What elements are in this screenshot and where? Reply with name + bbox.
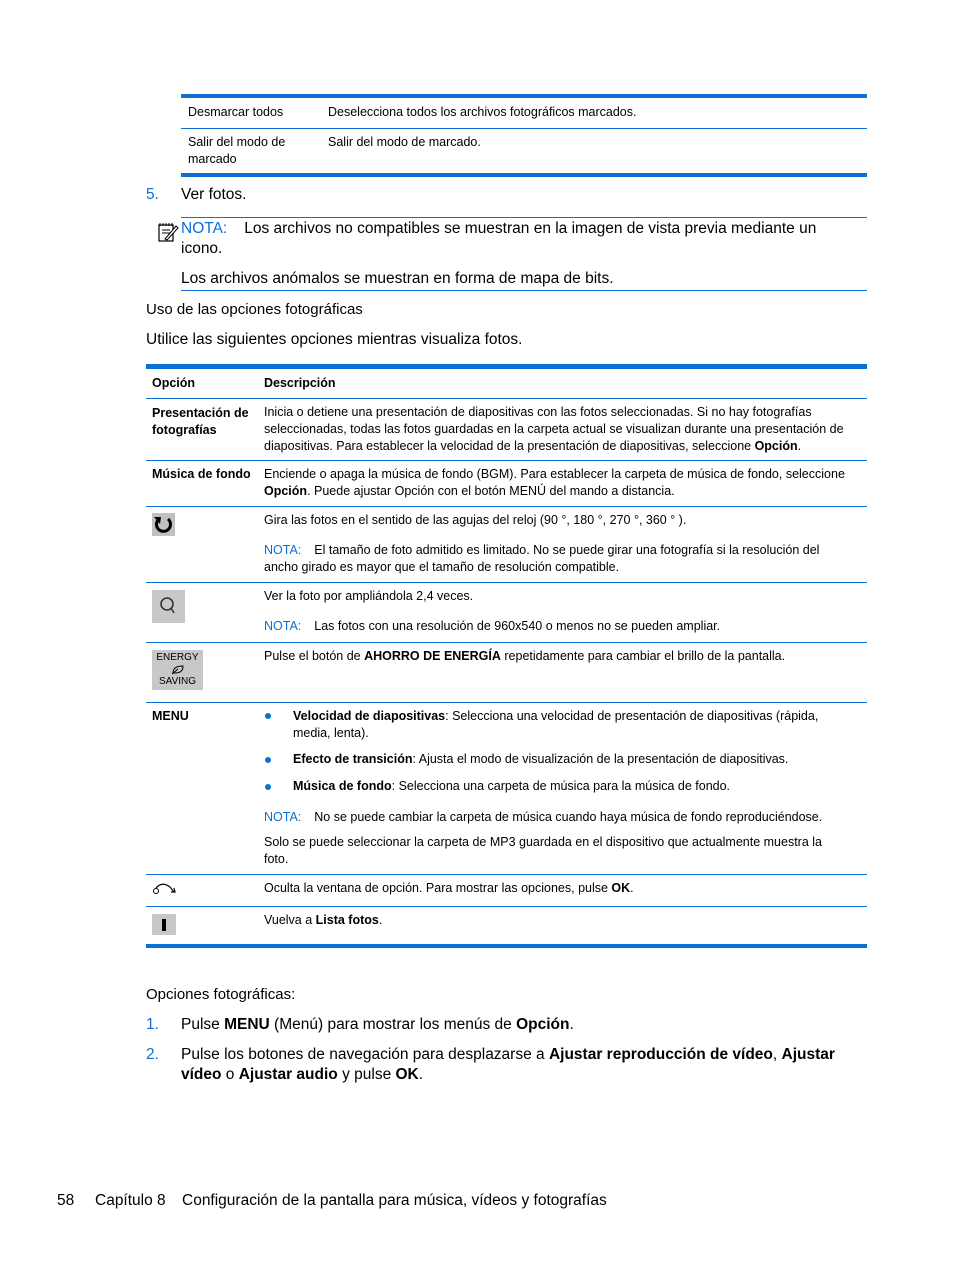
adjust-video-keyword-part1: Ajustar [781,1046,835,1063]
option-list-desc-end: . [378,913,383,927]
option-keyword: Opción [754,439,798,453]
step-1-text-c: (Menú) para mostrar los menús de [269,1016,517,1033]
menu-bullet-3 [293,778,730,795]
step-2-text-a: Pulse los botones de navegación para desplazarse a [181,1046,549,1063]
menu-extra [264,834,822,868]
row-divider-header [146,398,867,399]
energy-saving-icon-label-bottom: SAVING [158,676,197,687]
option-zoom-note-text: Las fotos con una resolución de 960x540 o menos no se pueden ampliar. [314,619,721,633]
note-1-bottom-rule [181,290,867,291]
row-divider-rotate [146,582,867,583]
note-1-text: Los archivos no compatibles se muestran en la imagen de vista previa mediante un [244,220,817,237]
step-5-number: 5. [146,186,159,203]
step-1-text-e: . [569,1016,574,1033]
ok-keyword: OK [395,1066,419,1083]
leaf-icon [152,664,203,676]
step-2-text-j: . [418,1066,424,1083]
option-keyword: Opción [264,484,308,498]
row-divider-energy [146,702,867,703]
menu-bullet-3-text: : Selecciona una carpeta de música para la música de fondo. [391,779,731,793]
top-table-desc-1: Deselecciona todos los archivos fotográficos marcados. [328,105,637,119]
bullet-icon [265,713,271,719]
col-header-option: Opción [152,376,196,390]
rotate-icon [152,513,175,536]
zoom-icon [152,590,185,623]
top-table-desc-2: Salir del modo de marcado. [328,135,481,149]
bullet-icon [265,757,271,763]
option-music-desc-line2: . Puede ajustar Opción con el botón MENÚ del mando a distancia. [307,484,675,498]
menu-bullet-1-title: Velocidad de diapositivas [293,709,446,723]
adjust-video-playback-keyword: Ajustar reproducción de vídeo [548,1046,773,1063]
option-hide-desc-end: . [630,881,634,895]
menu-bullet-3-title: Música de fondo [293,779,392,793]
adjust-audio-keyword: Ajustar audio [238,1066,338,1083]
step-2-text-f: o [221,1066,239,1083]
menu-bullet-1-line1: : Selecciona una velocidad de presentación de diapositivas (rápida, [445,709,819,723]
row-divider-hide [146,906,867,907]
option-slideshow-name [152,405,249,439]
options-table-bottom-rule [146,944,867,948]
footer-page-number: 58 [57,1192,75,1209]
note-1-line2: icono. [181,240,223,257]
menu-note-label: NOTA: [264,810,302,824]
step-5-text: Ver fotos. [181,186,247,203]
note-1-text2: Los archivos anómalos se muestran en forma de mapa de bits. [181,270,614,287]
option-slideshow-name-line2: fotografías [152,423,217,437]
option-slideshow-desc-line1: Inicia o detiene una presentación de diapositivas con las fotos seleccionadas. Si no hay fotografías [264,405,812,419]
menu-bullet-2 [293,751,788,768]
top-table-top-rule [181,94,867,98]
step-1-number: 1. [146,1016,159,1033]
option-slideshow-desc-line3: diapositivas. Para establecer la velocidad de la presentación de diapositivas, seleccione [264,439,755,453]
menu-note [264,809,822,826]
step-1-text [181,1015,574,1035]
photo-options-heading: Opciones fotográficas: [146,986,296,1003]
back-return-icon [152,881,178,895]
section-intro: Utilice las siguientes opciones mientras visualiza fotos. [146,331,523,348]
footer-chapter-title: Configuración de la pantalla para música, vídeos y fotografías [182,1192,607,1209]
option-rotate-desc: Gira las fotos en el sentido de las agujas del reloj (90 °, 180 °, 270 °, 360 ° ). [264,513,687,527]
lista-fotos-keyword: Lista fotos [315,913,379,927]
energy-saving-keyword: AHORRO DE ENERGÍA [364,649,501,663]
option-slideshow-desc [264,404,844,455]
col-header-description: Descripción [264,376,336,390]
option-list-desc [264,912,382,929]
option-music-desc-line1: Enciende o apaga la música de fondo (BGM). Para establecer la carpeta de música de fondo, seleccione [264,467,845,481]
option-rotate-note-line2: ancho girado es mayor que el tamaño de resolución compatible. [264,560,620,574]
option-menu-name: MENU [152,709,189,723]
option-energy-desc [264,648,785,665]
option-music-desc [264,466,845,500]
top-table-bottom-rule [181,173,867,177]
option-hide-desc [264,880,634,897]
menu-note-text: No se puede cambiar la carpeta de música cuando haya música de fondo reproduciéndose. [314,810,823,824]
top-table-row-divider [181,128,867,129]
option-slideshow-desc-end: . [797,439,802,453]
top-table-term-1: Desmarcar todos [188,105,284,119]
menu-keyword: MENU [224,1016,270,1033]
section-heading: Uso de las opciones fotográficas [146,301,363,318]
option-hide-desc-start: Oculta la ventana de opción. Para mostrar las opciones, pulse [264,881,612,895]
option-list-desc-start: Vuelva a [264,913,316,927]
option-energy-desc-start: Pulse el botón de [264,649,365,663]
option-rotate-note [264,542,819,576]
step-2-text-h: y pulse [337,1066,396,1083]
step-2-text-c: , [772,1046,782,1063]
step-2-text [181,1045,835,1085]
menu-extra-line2: foto. [264,852,289,866]
menu-bullet-2-title: Efecto de transición [293,752,413,766]
option-music-name: Música de fondo [152,467,251,481]
menu-bullet-2-text: : Ajusta el modo de visualización de la presentación de diapositivas. [412,752,789,766]
option-slideshow-desc-line2: seleccionadas, todas las fotos guardadas en la carpeta actual se visualizan durante una presentación de [264,422,844,436]
step-1-text-a: Pulse [181,1016,225,1033]
row-divider-music [146,506,867,507]
note-icon [157,221,179,243]
option-rotate-note-label: NOTA: [264,543,302,557]
menu-bullet-1-line2: media, lenta). [293,726,369,740]
top-table-term-2-line1: Salir del modo de [188,135,286,149]
step-2-number: 2. [146,1046,159,1063]
bullet-icon [265,784,271,790]
option-energy-desc-end: repetidamente para cambiar el brillo de la pantalla. [500,649,786,663]
option-rotate-note-line1: El tamaño de foto admitido es limitado. No se puede girar una fotografía si la resolución del [314,543,820,557]
option-keyword: Opción [516,1016,570,1033]
note-1-line1 [181,219,816,239]
ok-keyword: OK [611,881,631,895]
stop-list-icon [152,914,176,935]
energy-saving-icon [152,650,203,690]
top-table-term-2 [188,134,285,168]
options-table-top-rule [146,364,867,369]
option-zoom-note-label: NOTA: [264,619,302,633]
energy-saving-icon-label-top: ENERGY [156,652,199,663]
note-1-top-rule [181,217,867,218]
option-zoom-note [264,618,720,635]
top-table-term-2-line2: marcado [188,152,237,166]
adjust-video-keyword-part2: vídeo [181,1066,222,1083]
option-zoom-desc: Ver la foto por ampliándola 2,4 veces. [264,589,474,603]
menu-bullet-1 [293,708,818,742]
menu-extra-line1: Solo se puede seleccionar la carpeta de MP3 guardada en el dispositivo que actualmente muestra la [264,835,822,849]
row-divider-menu [146,874,867,875]
note-1-label: NOTA: [181,220,228,237]
option-slideshow-name-line1: Presentación de [152,406,249,420]
row-divider-slideshow [146,460,867,461]
row-divider-zoom [146,642,867,643]
footer-chapter: Capítulo 8 [95,1192,166,1209]
